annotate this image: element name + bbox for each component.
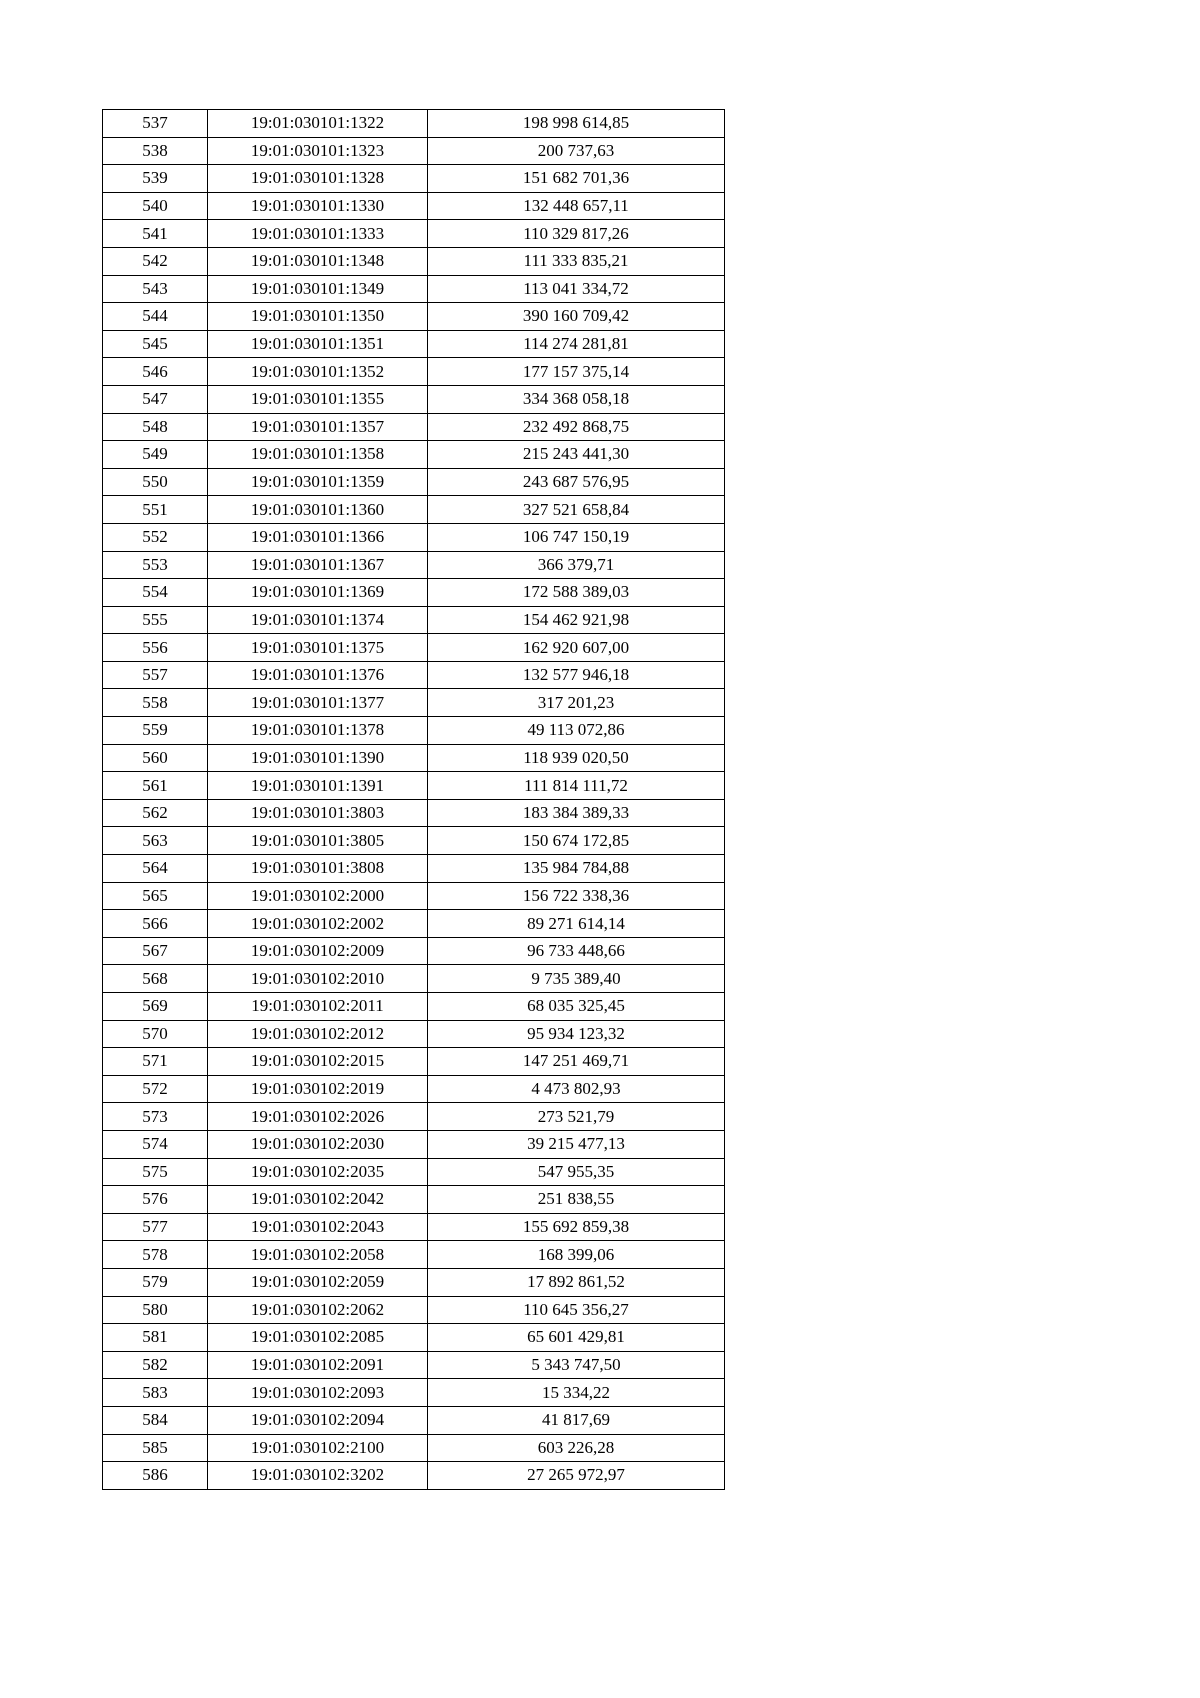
table-row — [103, 1379, 725, 1407]
cadastral-number-cell: 19:01:030101:1349 — [208, 275, 428, 303]
row-number-cell: 547 — [103, 385, 208, 413]
value-cell: 5 343 747,50 — [428, 1351, 725, 1379]
row-number-cell: 572 — [103, 1075, 208, 1103]
table-row — [103, 468, 725, 496]
cadastral-number-cell: 19:01:030101:1390 — [208, 744, 428, 772]
cadastral-number-cell: 19:01:030102:2030 — [208, 1130, 428, 1158]
cadastral-number-cell: 19:01:030102:2026 — [208, 1103, 428, 1131]
table-row — [103, 1213, 725, 1241]
row-number-cell: 581 — [103, 1324, 208, 1352]
value-cell: 111 814 111,72 — [428, 772, 725, 800]
cadastral-number-cell: 19:01:030102:3202 — [208, 1462, 428, 1490]
table-row — [103, 551, 725, 579]
table-row — [103, 579, 725, 607]
table-row — [103, 413, 725, 441]
value-cell: 334 368 058,18 — [428, 385, 725, 413]
row-number-cell: 569 — [103, 993, 208, 1021]
value-cell: 327 521 658,84 — [428, 496, 725, 524]
table-row — [103, 358, 725, 386]
cadastral-number-cell: 19:01:030102:2042 — [208, 1186, 428, 1214]
row-number-cell: 545 — [103, 330, 208, 358]
value-cell: 15 334,22 — [428, 1379, 725, 1407]
table-row — [103, 993, 725, 1021]
value-cell: 132 577 946,18 — [428, 661, 725, 689]
table-row — [103, 744, 725, 772]
value-cell: 65 601 429,81 — [428, 1324, 725, 1352]
cadastral-number-cell: 19:01:030102:2012 — [208, 1020, 428, 1048]
table-row — [103, 523, 725, 551]
cadastral-number-cell: 19:01:030102:2035 — [208, 1158, 428, 1186]
value-cell: 110 645 356,27 — [428, 1296, 725, 1324]
table-row — [103, 772, 725, 800]
row-number-cell: 560 — [103, 744, 208, 772]
table-row — [103, 192, 725, 220]
cadastral-number-cell: 19:01:030101:1366 — [208, 523, 428, 551]
row-number-cell: 573 — [103, 1103, 208, 1131]
table-row — [103, 110, 725, 138]
value-cell: 151 682 701,36 — [428, 165, 725, 193]
value-cell: 118 939 020,50 — [428, 744, 725, 772]
value-cell: 243 687 576,95 — [428, 468, 725, 496]
row-number-cell: 559 — [103, 717, 208, 745]
cadastral-number-cell: 19:01:030102:2002 — [208, 910, 428, 938]
value-cell: 215 243 441,30 — [428, 441, 725, 469]
table-row — [103, 1351, 725, 1379]
value-cell: 17 892 861,52 — [428, 1268, 725, 1296]
cadastral-number-cell: 19:01:030102:2062 — [208, 1296, 428, 1324]
value-cell: 68 035 325,45 — [428, 993, 725, 1021]
row-number-cell: 582 — [103, 1351, 208, 1379]
table-row — [103, 965, 725, 993]
value-cell: 89 271 614,14 — [428, 910, 725, 938]
value-cell: 251 838,55 — [428, 1186, 725, 1214]
cadastral-number-cell: 19:01:030102:2059 — [208, 1268, 428, 1296]
value-cell: 273 521,79 — [428, 1103, 725, 1131]
table-row — [103, 689, 725, 717]
table-row — [103, 1186, 725, 1214]
cadastral-number-cell: 19:01:030102:2093 — [208, 1379, 428, 1407]
cadastral-number-cell: 19:01:030101:1352 — [208, 358, 428, 386]
row-number-cell: 564 — [103, 855, 208, 883]
value-cell: 198 998 614,85 — [428, 110, 725, 138]
row-number-cell: 561 — [103, 772, 208, 800]
cadastral-number-cell: 19:01:030101:1333 — [208, 220, 428, 248]
table-row — [103, 1406, 725, 1434]
cadastral-number-cell: 19:01:030101:1369 — [208, 579, 428, 607]
row-number-cell: 583 — [103, 1379, 208, 1407]
cadastral-number-cell: 19:01:030101:1350 — [208, 303, 428, 331]
cadastral-number-cell: 19:01:030101:1359 — [208, 468, 428, 496]
table-row — [103, 385, 725, 413]
row-number-cell: 542 — [103, 247, 208, 275]
cadastral-value-table — [102, 109, 725, 1490]
value-cell: 390 160 709,42 — [428, 303, 725, 331]
value-cell: 162 920 607,00 — [428, 634, 725, 662]
row-number-cell: 575 — [103, 1158, 208, 1186]
table-row — [103, 247, 725, 275]
row-number-cell: 574 — [103, 1130, 208, 1158]
table-row — [103, 1075, 725, 1103]
table-row — [103, 1268, 725, 1296]
value-cell: 150 674 172,85 — [428, 827, 725, 855]
cadastral-number-cell: 19:01:030101:1367 — [208, 551, 428, 579]
row-number-cell: 553 — [103, 551, 208, 579]
cadastral-number-cell: 19:01:030101:1378 — [208, 717, 428, 745]
row-number-cell: 555 — [103, 606, 208, 634]
table-row — [103, 441, 725, 469]
value-cell: 183 384 389,33 — [428, 799, 725, 827]
row-number-cell: 578 — [103, 1241, 208, 1269]
value-cell: 232 492 868,75 — [428, 413, 725, 441]
table-row — [103, 827, 725, 855]
row-number-cell: 568 — [103, 965, 208, 993]
value-cell: 27 265 972,97 — [428, 1462, 725, 1490]
value-cell: 49 113 072,86 — [428, 717, 725, 745]
cadastral-number-cell: 19:01:030101:1374 — [208, 606, 428, 634]
cadastral-number-cell: 19:01:030101:1360 — [208, 496, 428, 524]
table-row — [103, 303, 725, 331]
cadastral-number-cell: 19:01:030102:2019 — [208, 1075, 428, 1103]
cadastral-number-cell: 19:01:030101:1375 — [208, 634, 428, 662]
row-number-cell: 556 — [103, 634, 208, 662]
value-cell: 110 329 817,26 — [428, 220, 725, 248]
cadastral-number-cell: 19:01:030101:1351 — [208, 330, 428, 358]
row-number-cell: 584 — [103, 1406, 208, 1434]
table-row — [103, 634, 725, 662]
cadastral-number-cell: 19:01:030101:1357 — [208, 413, 428, 441]
table-row — [103, 330, 725, 358]
table-body — [103, 110, 725, 1490]
table-row — [103, 717, 725, 745]
table-row — [103, 496, 725, 524]
row-number-cell: 586 — [103, 1462, 208, 1490]
row-number-cell: 557 — [103, 661, 208, 689]
cadastral-number-cell: 19:01:030101:1377 — [208, 689, 428, 717]
row-number-cell: 537 — [103, 110, 208, 138]
value-cell: 96 733 448,66 — [428, 937, 725, 965]
row-number-cell: 554 — [103, 579, 208, 607]
row-number-cell: 577 — [103, 1213, 208, 1241]
table-row — [103, 1158, 725, 1186]
table-row — [103, 799, 725, 827]
table-row — [103, 137, 725, 165]
cadastral-number-cell: 19:01:030101:1358 — [208, 441, 428, 469]
row-number-cell: 549 — [103, 441, 208, 469]
table-row — [103, 855, 725, 883]
row-number-cell: 585 — [103, 1434, 208, 1462]
table-row — [103, 937, 725, 965]
cadastral-number-cell: 19:01:030102:2058 — [208, 1241, 428, 1269]
table-row — [103, 220, 725, 248]
table-row — [103, 1296, 725, 1324]
value-cell: 147 251 469,71 — [428, 1048, 725, 1076]
row-number-cell: 579 — [103, 1268, 208, 1296]
row-number-cell: 562 — [103, 799, 208, 827]
value-cell: 113 041 334,72 — [428, 275, 725, 303]
value-cell: 172 588 389,03 — [428, 579, 725, 607]
cadastral-number-cell: 19:01:030101:1323 — [208, 137, 428, 165]
cadastral-number-cell: 19:01:030101:1348 — [208, 247, 428, 275]
row-number-cell: 567 — [103, 937, 208, 965]
value-cell: 135 984 784,88 — [428, 855, 725, 883]
value-cell: 111 333 835,21 — [428, 247, 725, 275]
cadastral-number-cell: 19:01:030101:1322 — [208, 110, 428, 138]
value-cell: 95 934 123,32 — [428, 1020, 725, 1048]
table-row — [103, 1020, 725, 1048]
value-cell: 9 735 389,40 — [428, 965, 725, 993]
table-row — [103, 1241, 725, 1269]
cadastral-number-cell: 19:01:030101:1355 — [208, 385, 428, 413]
table-row — [103, 165, 725, 193]
table-row — [103, 606, 725, 634]
row-number-cell: 565 — [103, 882, 208, 910]
table-row — [103, 910, 725, 938]
value-cell: 114 274 281,81 — [428, 330, 725, 358]
cadastral-number-cell: 19:01:030102:2009 — [208, 937, 428, 965]
row-number-cell: 540 — [103, 192, 208, 220]
cadastral-number-cell: 19:01:030101:1330 — [208, 192, 428, 220]
table-row — [103, 882, 725, 910]
value-cell: 603 226,28 — [428, 1434, 725, 1462]
row-number-cell: 539 — [103, 165, 208, 193]
cadastral-number-cell: 19:01:030102:2010 — [208, 965, 428, 993]
table-row — [103, 275, 725, 303]
value-cell: 317 201,23 — [428, 689, 725, 717]
cadastral-number-cell: 19:01:030101:1328 — [208, 165, 428, 193]
value-cell: 4 473 802,93 — [428, 1075, 725, 1103]
cadastral-number-cell: 19:01:030102:2091 — [208, 1351, 428, 1379]
row-number-cell: 558 — [103, 689, 208, 717]
row-number-cell: 543 — [103, 275, 208, 303]
row-number-cell: 551 — [103, 496, 208, 524]
row-number-cell: 570 — [103, 1020, 208, 1048]
row-number-cell: 541 — [103, 220, 208, 248]
row-number-cell: 546 — [103, 358, 208, 386]
cadastral-number-cell: 19:01:030101:3803 — [208, 799, 428, 827]
value-cell: 39 215 477,13 — [428, 1130, 725, 1158]
row-number-cell: 548 — [103, 413, 208, 441]
row-number-cell: 576 — [103, 1186, 208, 1214]
value-cell: 154 462 921,98 — [428, 606, 725, 634]
table-row — [103, 1130, 725, 1158]
cadastral-number-cell: 19:01:030102:2043 — [208, 1213, 428, 1241]
value-cell: 200 737,63 — [428, 137, 725, 165]
table-row — [103, 1434, 725, 1462]
value-cell: 168 399,06 — [428, 1241, 725, 1269]
row-number-cell: 563 — [103, 827, 208, 855]
row-number-cell: 544 — [103, 303, 208, 331]
value-cell: 156 722 338,36 — [428, 882, 725, 910]
value-cell: 41 817,69 — [428, 1406, 725, 1434]
row-number-cell: 538 — [103, 137, 208, 165]
table-row — [103, 1103, 725, 1131]
cadastral-number-cell: 19:01:030101:3808 — [208, 855, 428, 883]
table-row — [103, 1462, 725, 1490]
cadastral-number-cell: 19:01:030101:1376 — [208, 661, 428, 689]
row-number-cell: 552 — [103, 523, 208, 551]
row-number-cell: 566 — [103, 910, 208, 938]
value-cell: 106 747 150,19 — [428, 523, 725, 551]
table-row — [103, 1324, 725, 1352]
value-cell: 177 157 375,14 — [428, 358, 725, 386]
cadastral-number-cell: 19:01:030102:2011 — [208, 993, 428, 1021]
cadastral-number-cell: 19:01:030102:2015 — [208, 1048, 428, 1076]
table-row — [103, 661, 725, 689]
cadastral-number-cell: 19:01:030102:2085 — [208, 1324, 428, 1352]
value-cell: 155 692 859,38 — [428, 1213, 725, 1241]
row-number-cell: 580 — [103, 1296, 208, 1324]
cadastral-number-cell: 19:01:030102:2100 — [208, 1434, 428, 1462]
value-cell: 366 379,71 — [428, 551, 725, 579]
value-cell: 132 448 657,11 — [428, 192, 725, 220]
value-cell: 547 955,35 — [428, 1158, 725, 1186]
row-number-cell: 550 — [103, 468, 208, 496]
cadastral-number-cell: 19:01:030102:2000 — [208, 882, 428, 910]
cadastral-number-cell: 19:01:030102:2094 — [208, 1406, 428, 1434]
cadastral-number-cell: 19:01:030101:3805 — [208, 827, 428, 855]
row-number-cell: 571 — [103, 1048, 208, 1076]
table-row — [103, 1048, 725, 1076]
cadastral-number-cell: 19:01:030101:1391 — [208, 772, 428, 800]
